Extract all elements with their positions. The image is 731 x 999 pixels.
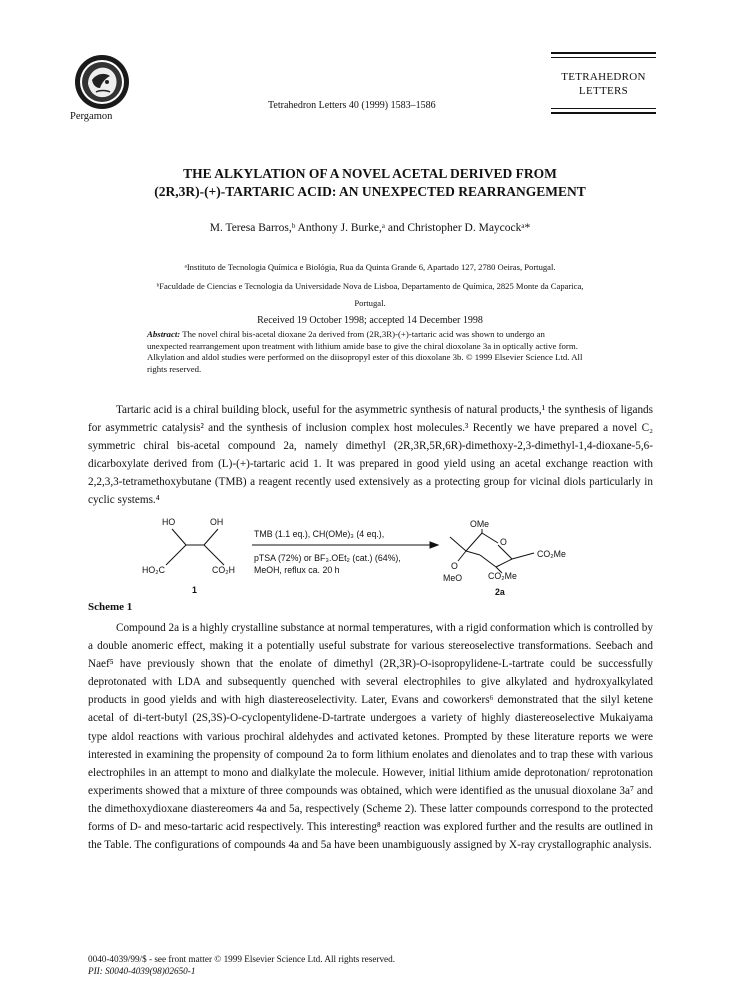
title-line1: THE ALKYLATION OF A NOVEL ACETAL DERIVED FROM (183, 166, 557, 181)
abstract-label: Abstract: (147, 329, 181, 339)
product-ester-1-label: CO₂Me (537, 549, 566, 559)
tartaric-bond-2 (204, 529, 218, 545)
tartaric-acid-right-label: CO₂H (212, 565, 235, 575)
compound-2a-label: 2a (495, 587, 505, 597)
ring-bond-5 (496, 559, 512, 567)
journal-name-line1: TETRAHEDRON (561, 71, 646, 83)
conditions-below-1: pTSA (72%) or BF₃.OEt₂ (cat.) (64%), (254, 553, 401, 563)
product-ome-top-label: OMe (470, 519, 490, 529)
scheme-1-label: Scheme 1 (88, 601, 133, 613)
pergamon-logo-icon (74, 54, 130, 110)
journal-masthead (551, 52, 656, 117)
received-dates: Received 19 October 1998; accepted 14 December 1998 (257, 315, 483, 326)
ring-bond-3 (482, 533, 498, 543)
ring-bond-8 (458, 551, 466, 561)
tartaric-bond-4 (166, 545, 186, 565)
affiliation-b-line1: ᵇFaculdade de Ciencias e Tecnologia da Universidade Nova de Lisboa, Departamento de Química, 2825 Monte da Caparica, (156, 281, 584, 291)
product-o-top-label: O (500, 537, 507, 547)
conditions-below-2: MeOH, reflux ca. 20 h (254, 565, 340, 575)
product-ester-2-label: CO₂Me (488, 571, 517, 581)
ring-bond-2 (466, 533, 482, 551)
tartaric-ho-label: HO (162, 517, 176, 527)
ring-bond-4 (498, 545, 512, 559)
ring-bond-6 (480, 555, 496, 567)
affiliation-b-line2: Portugal. (354, 298, 386, 308)
title-line2: (2R,3R)-(+)-TARTARIC ACID: AN UNEXPECTED REARRANGEMENT (154, 184, 586, 199)
footer (88, 953, 395, 977)
journal-citation: Tetrahedron Letters 40 (1999) 1583–1586 (268, 100, 436, 111)
paragraph-1: Tartaric acid is a chiral building block, useful for the asymmetric synthesis of natural products,¹ the synthesis of ligands for asymmetric catalysis² and the synthesis of inclusion complex host molecules.³ Recently we have prepared a novel C₂ symmetric chiral bis-acetal compound 2a, namely dimethyl (2R,3R,5R,6R)-dimethoxy-2,3-dimethyl-1,4-dioxane-5,6-dicarboxylate derived from (L)-(+)-tartaric acid 1. It was prepared in good yield using an acetal exchange reaction with 2,2,3,3-tetramethoxybutane (TMB) a reagent recently used extensively as a protecting group for vicinal diols particularly in cyclic systems.⁴ (88, 404, 653, 507)
tartaric-oh-label: OH (210, 517, 224, 527)
paragraph-2: Compound 2a is a highly crystalline substance at normal temperatures, with a rigid conformation which is controlled by a double anomeric effect, making it a potentially useful substrate for various stereoselective transformations. Seebach and Naef⁵ have previously shown that the enolate of dimethyl (2R,3R)-O-isopropylidene-L-tartrate could be successfully deprotonated with LDA and subsequently quenched with several electrophiles to give alkylated and hydroxyalkylated products in good yields and with high diastereoselectivity. Later, Evans and coworkers⁶ demonstrated that the silyl ketene acetal of di-tert-butyl (2S,3S)-O-cyclopentylidene-D-tartrate undergoes a variety of highly diastereoselective Mukaiyama type aldol reactions with various prochiral aldehydes and activated ketones. Prompted by these literature reports we were interested in examining the propensity of compound 2a to form lithium enolates and dienolates and to trap these with various electrophiles in an attempt to mono and dialkylate the molecule. However, initial lithium amide deprotonation/ reprotonation experiments showed that a mixture of three compounds was obtained, which were identified as the unusual dioxolane 3a⁷ and the dimethoxydioxane diastereomers 4a and 5a, respectively (Scheme 2). These latter compounds correspond to the protected forms of D- and meso-tartaric acid respectively. This interesting⁸ reaction was explored further and the results are outlined in the Table. The configurations of compounds 4a and 5a have been unambiguously assigned by X-ray crystallographic analysis. (88, 622, 653, 852)
abstract (147, 329, 584, 375)
reaction-arrowhead (430, 542, 438, 548)
copyright-line: 0040-4039/99/$ - see front matter © 1999 Elsevier Science Ltd. All rights reserved. (88, 954, 396, 964)
product-o-bottom-label: O (451, 561, 458, 571)
tartaric-bond-1 (172, 529, 186, 545)
ester-bond-1 (512, 553, 534, 559)
affiliation-a: ᵃInstituto de Tecnologia Química e Biológia, Rua da Quinta Grande 6, Apartado 127, 2780 Oeiras, Portugal. (184, 262, 556, 272)
tartaric-acid-left-label: HO₂C (142, 565, 165, 575)
journal-name-line2: LETTERS (578, 85, 629, 97)
publisher-name: Pergamon (70, 111, 113, 122)
article-title (90, 165, 650, 201)
ring-bond-1 (450, 537, 466, 551)
pii-line: PII: S0040-4039(98)02650-1 (88, 966, 196, 976)
scheme-1-diagram (140, 515, 600, 597)
compound-1-label: 1 (192, 585, 197, 595)
author-list: M. Teresa Barros,ᵇ Anthony J. Burke,ᵃ and Christopher D. Maycockᵃ* (209, 222, 531, 234)
product-meo-label: MeO (443, 573, 463, 583)
ring-bond-7 (466, 551, 480, 555)
conditions-above: TMB (1.1 eq.), CH(OMe)₃ (4 eq.), (254, 529, 385, 539)
tartaric-bond-5 (204, 545, 224, 565)
abstract-text: The novel chiral bis-acetal dioxane 2a derived from (2R,3R)-(+)-tartaric acid was shown to undergo an unexpected rearrangement upon treatment with lithium amide base to give the chiral dioxolane 3a in optically active form. Alkylation and aldol studies were performed on the diisopropyl ester of this dioxolane 3b. © 1999 Elsevier Science Ltd. All rights reserved. (147, 329, 583, 374)
